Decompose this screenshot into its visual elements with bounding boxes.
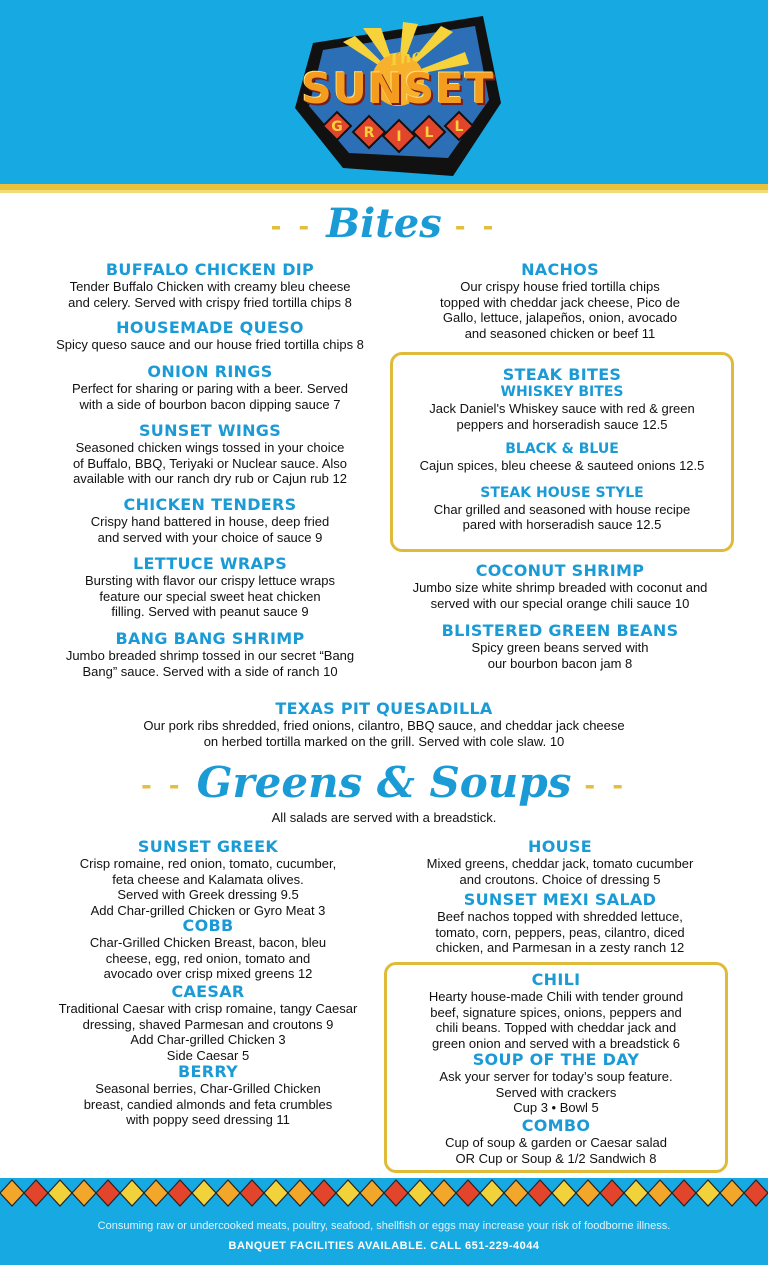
item-name: SUNSET WINGS [138, 421, 282, 440]
menu-item [40, 319, 380, 353]
item-desc: Seasonal berries, Char-Grilled Chicken breast, candied almonds and feta crumbles with poppy seed dressing 11 [83, 1081, 333, 1127]
menu-item [40, 630, 380, 679]
footer-bar [0, 1208, 768, 1265]
item-name: COMBO [521, 1116, 591, 1135]
item-name: TEXAS PIT QUESADILLA [275, 699, 493, 718]
menu-item [40, 917, 376, 982]
item-name: BERRY [178, 1062, 238, 1081]
item-desc: Our pork ribs shredded, fried onions, cilantro, BBQ sauce, and cheddar jack cheese on herbed tortilla marked on the grill. Served with cole slaw. 10 [143, 718, 625, 749]
menu-item-nachos [400, 261, 720, 341]
menu-item-chili [387, 971, 725, 1051]
item-desc: Our crispy house fried tortilla chips topped with cheddar jack cheese, Pico de Gallo, lettuce, jalapeños, onion, avocado and seasoned chicken or beef 11 [440, 279, 680, 341]
item-desc: Seasoned chicken wings tossed in your choice of Buffalo, BBQ, Teriyaki or Nuclear sauce. Also available with our ranch dry rub or Cajun rub 12 [72, 440, 348, 486]
dash-right: - - [441, 212, 498, 242]
item-desc: Spicy green beans served with our bourbon bacon jam 8 [471, 640, 649, 671]
greens-heading [0, 758, 768, 807]
menu-item-steak-bites [393, 366, 731, 533]
logo-sunset: SUNSET [301, 64, 495, 113]
option-desc: Cajun spices, bleu cheese & sauteed onions 12.5 [419, 458, 705, 473]
item-desc: Spicy queso sauce and our house fried tortilla chips 8 [56, 337, 364, 352]
item-desc: Jumbo breaded shrimp tossed in our secret “Bang Bang” sauce. Served with a side of ranch 10 [65, 648, 355, 679]
item-name: CHILI [531, 970, 581, 989]
bites-title-text: Bites [326, 200, 442, 247]
item-name: SUNSET GREEK [137, 837, 279, 856]
item-name: ONION RINGS [147, 362, 273, 381]
item-name: COBB [182, 916, 234, 935]
item-desc: Traditional Caesar with crisp romaine, tangy Caesar dressing, shaved Parmesan and croutons 9 Add Char-grilled Chicken 3 Side Caesar 5 [58, 1001, 358, 1063]
item-desc: Hearty house-made Chili with tender ground beef, signature spices, onions, peppers and chili beans. Topped with cheddar jack and green onion and served with a breadstick 6 [428, 989, 684, 1051]
item-desc: Bursting with flavor our crispy lettuce wraps feature our special sweet heat chicken filling. Served with peanut sauce 9 [85, 573, 335, 619]
item-desc: Tender Buffalo Chicken with creamy bleu cheese and celery. Served with crispy fried tortilla chips 8 [68, 279, 352, 310]
greens-title-text: Greens & Soups [196, 758, 572, 807]
item-desc: Mixed greens, cheddar jack, tomato cucumber and croutons. Choice of dressing 5 [426, 856, 694, 887]
menu-item-green-beans [395, 622, 725, 671]
header-stripe-light [0, 190, 768, 193]
logo-letter-l2: L [454, 119, 464, 135]
item-name: CAESAR [171, 982, 245, 1001]
menu-item [40, 261, 380, 310]
menu-item-mexi-salad [400, 891, 720, 956]
menu-item-combo [387, 1117, 725, 1166]
item-desc: Crisp romaine, red onion, tomato, cucumber, feta cheese and Kalamata olives. Served with Greek dressing 9.5 Add Char-grilled Chicken or Gyro Meat 3 [79, 856, 337, 918]
item-name: HOUSE [528, 837, 592, 856]
option-name: WHISKEY BITES [500, 384, 624, 400]
menu-item-coconut-shrimp [395, 562, 725, 611]
item-desc: Jumbo size white shrimp breaded with coconut and served with our special orange chili sauce 10 [412, 580, 708, 611]
item-name: STEAK BITES [502, 365, 622, 384]
dash-left: - - [140, 771, 197, 801]
diamond-border [0, 1178, 768, 1208]
item-name: LETTUCE WRAPS [132, 554, 288, 573]
option-name: STEAK HOUSE STYLE [480, 484, 644, 501]
dash-right: - - [571, 771, 628, 801]
bites-heading [0, 200, 768, 247]
item-desc: Ask your server for today’s soup feature. Served with crackers Cup 3 • Bowl 5 [439, 1069, 673, 1115]
item-desc: Beef nachos topped with shredded lettuce, tomato, corn, peppers, peas, cilantro, diced chicken, and Parmesan in a zesty ranch 12 [435, 909, 685, 955]
menu-item [40, 983, 376, 1063]
item-name: HOUSEMADE QUESO [116, 318, 304, 337]
item-desc: Char-Grilled Chicken Breast, bacon, bleu cheese, egg, red onion, tomato and avocado over crisp mixed greens 12 [89, 935, 327, 981]
option-name: BLACK & BLUE [505, 441, 619, 457]
logo-letter-r: R [363, 125, 375, 141]
item-desc: Crispy hand battered in house, deep fried and served with your choice of sauce 9 [90, 514, 330, 545]
menu-item [40, 838, 376, 918]
item-name: SOUP OF THE DAY [472, 1050, 640, 1069]
menu-item-soup-of-day [387, 1051, 725, 1116]
menu-item [40, 1063, 376, 1128]
item-desc: Cup of soup & garden or Caesar salad OR Cup or Soup & 1/2 Sandwich 8 [445, 1135, 667, 1166]
item-name: CHICKEN TENDERS [123, 495, 297, 514]
option-desc: Char grilled and seasoned with house recipe pared with horseradish sauce 12.5 [433, 501, 691, 532]
menu-item-quesadilla [84, 700, 684, 749]
salad-note: All salads are served with a breadstick. [271, 810, 497, 825]
menu-item [40, 555, 380, 620]
item-name: SUNSET MEXI SALAD [463, 890, 657, 909]
item-name: BLISTERED GREEN BEANS [441, 621, 679, 640]
option-desc: Jack Daniel's Whiskey sauce with red & green peppers and horseradish sauce 12.5 [429, 401, 695, 432]
item-name: NACHOS [521, 260, 599, 279]
dash-left: - - [270, 212, 327, 242]
item-name: COCONUT SHRIMP [475, 561, 645, 580]
logo-letter-g: G [331, 119, 343, 135]
menu-item-house [400, 838, 720, 887]
item-name: BUFFALO CHICKEN DIP [105, 260, 315, 279]
menu-item [40, 496, 380, 545]
logo-letter-i: I [396, 129, 402, 145]
menu-item [40, 422, 380, 487]
banquet-info: BANQUET FACILITIES AVAILABLE. CALL 651-229-4044 [228, 1240, 540, 1252]
logo-letter-l: L [424, 125, 434, 141]
item-desc: Perfect for sharing or paring with a beer. Served with a side of bourbon bacon dipping sauce 7 [71, 381, 349, 412]
menu-item [40, 363, 380, 412]
foodborne-disclaimer: Consuming raw or undercooked meats, poultry, seafood, shellfish or eggs may increase your risk of foodborne illness. [97, 1220, 671, 1232]
logo-the: The [386, 45, 424, 70]
item-name: BANG BANG SHRIMP [115, 629, 305, 648]
